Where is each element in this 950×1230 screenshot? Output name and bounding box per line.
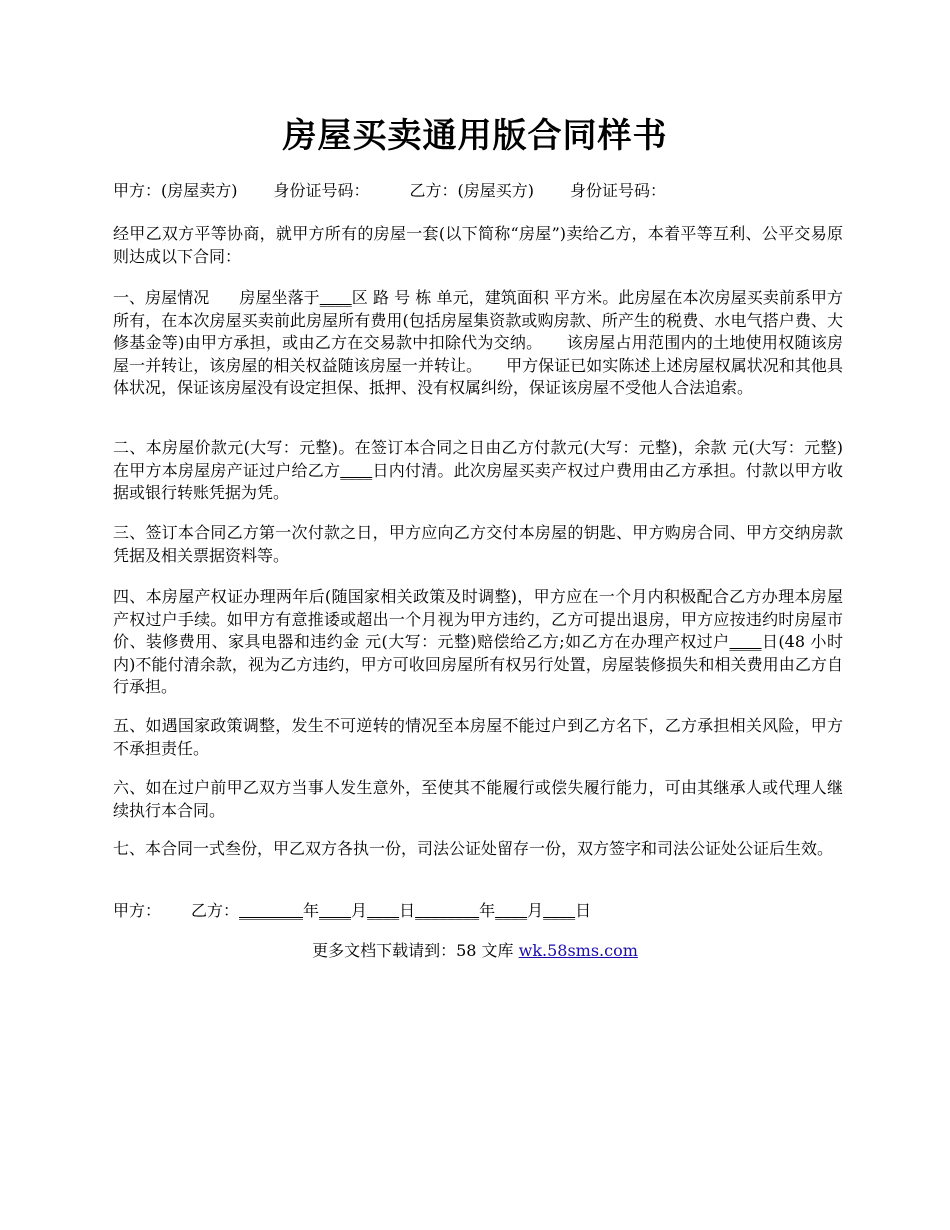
signature-blank-4: ________ <box>415 901 480 920</box>
clause-2-text-pre: 二、本房屋价款元(大写：元整)。在签订本合同之日由乙方付款元(大写：元整)，余款 元(大写：元整)在甲方本房屋房产证过户给乙方 <box>113 438 843 480</box>
signature-month-1: 月 <box>351 901 368 920</box>
signature-blank-5: ____ <box>495 901 528 920</box>
clause-6: 六、如在过户前甲乙双方当事人发生意外，至使其不能履行或偿失履行能力，可由其继承人或代理人继续执行本合同。 <box>113 778 843 820</box>
clause-3: 三、签订本合同乙方第一次付款之日，甲方应向乙方交付本房屋的钥匙、甲方购房合同、甲方交纳房款凭据及相关票据资料等。 <box>113 523 843 565</box>
location-blank: ____ <box>319 288 352 307</box>
clause-1 <box>113 287 843 400</box>
signature-line <box>113 900 843 923</box>
clause-1-land: 该房屋占用范围内的土地使用权随该房屋一并转让，该房屋的相关权益随该房屋一并转让。 <box>113 333 843 375</box>
party-a-label: 甲方：(房屋卖方) <box>113 181 238 200</box>
signature-party-a: 甲方： <box>113 901 162 920</box>
signature-year-1: 年 <box>303 901 320 920</box>
clause-1-location-post: 区 路 号 栋 单元，建筑面积 平方米。此房屋在本次房屋买卖前系甲方所有，在本次房屋买卖前此房屋所有费用(包括房屋集资款或购房款、所产生的税费、水电气搭户费、大修基金等)由甲方承担，或由乙方在交易款中扣除代为交纳。 <box>113 288 843 352</box>
footer-link[interactable]: wk.58sms.com <box>518 941 638 960</box>
signature-party-b: 乙方： <box>191 901 240 920</box>
signature-blank-1: ________ <box>239 901 304 920</box>
clause-2-text-post: 日内付清。此次房屋买卖产权过户费用由乙方承担。付款以甲方收据或银行转账凭据为凭。 <box>113 460 843 502</box>
payment-days-blank: ____ <box>340 460 373 480</box>
footer-prefix: 更多文档下载请到：58 文库 <box>312 941 519 960</box>
document-title: 房屋买卖通用版合同样书 <box>282 116 668 156</box>
party-b-id-label: 身份证号码： <box>570 181 667 200</box>
clause-1-heading: 一、房屋情况 <box>113 288 210 307</box>
clause-1-location-pre: 房屋坐落于 <box>239 288 320 307</box>
party-b-label: 乙方：(房屋买方) <box>409 181 535 200</box>
clause-1-guarantee: 甲方保证已如实陈述上述房屋权属状况和其他具体状况，保证该房屋没有设定担保、抵押、没有权属纠纷，保证该房屋不受他人合法追索。 <box>113 355 843 397</box>
intro-paragraph: 经甲乙双方平等协商，就甲方所有的房屋一套(以下简称“房屋”)卖给乙方，本着平等互利、公平交易原则达成以下合同： <box>113 224 843 266</box>
parties-line <box>113 180 843 203</box>
signature-year-2: 年 <box>479 901 496 920</box>
footer <box>0 940 950 962</box>
clause-4-text-post: 日(48 小时内)不能付清余款，视为乙方违约，甲方可收回房屋所有权另行处置，房屋装修损失和相关费用由乙方自行承担。 <box>113 632 843 696</box>
signature-month-2: 月 <box>527 901 544 920</box>
clause-2 <box>113 437 843 505</box>
clause-7: 七、本合同一式叁份，甲乙双方各执一份，司法公证处留存一份，双方签字和司法公证处公证后生效。 <box>113 839 834 858</box>
clause-5: 五、如遇国家政策调整，发生不可逆转的情况至本房屋不能过户到乙方名下，乙方承担相关风险，甲方不承担责任。 <box>113 716 843 758</box>
signature-blank-6: ____ <box>543 901 576 920</box>
clause-4-text-pre: 四、本房屋产权证办理两年后(随国家相关政策及时调整)，甲方应在一个月内积极配合乙方办理本房屋产权过户手续。如甲方有意推诿或超出一个月视为甲方违约，乙方可提出退房，甲方应按违约时房屋市价、装修费用、家具电器和违约金 元(大写：元整)赔偿给乙方;如乙方在办理产权过户 <box>113 587 843 651</box>
signature-blank-2: ____ <box>319 901 352 920</box>
signature-day-1: 日 <box>399 901 416 920</box>
clause-4 <box>113 586 843 699</box>
transfer-days-blank: ____ <box>729 632 762 651</box>
signature-blank-3: ____ <box>367 901 400 920</box>
signature-day-2: 日 <box>575 901 592 920</box>
party-a-id-label: 身份证号码： <box>273 181 370 200</box>
